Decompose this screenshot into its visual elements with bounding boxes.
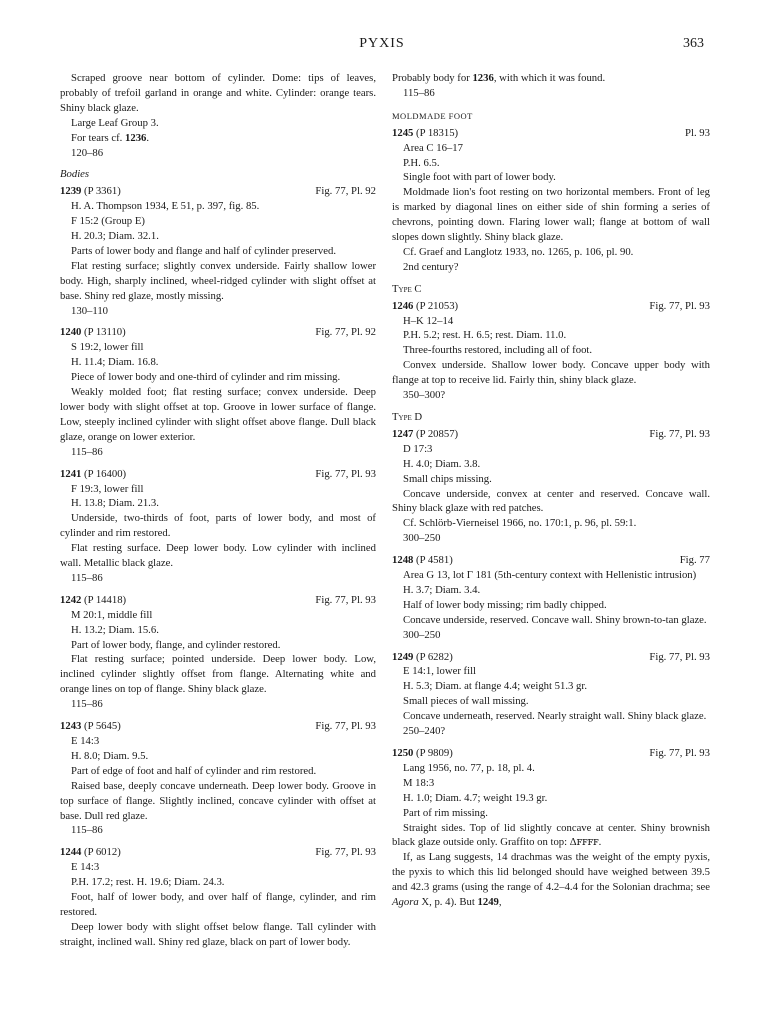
entry-header: 1240 (P 13110) Fig. 77, Pl. 92: [60, 326, 376, 339]
entry-paragraph: Concave underside, reserved. Concave wall. Shiny brown-to-tan glaze.: [403, 613, 707, 626]
figure-ref: Fig. 77, Pl. 93: [649, 427, 710, 440]
entry-date: 115–86: [71, 698, 103, 711]
running-head: [60, 36, 704, 56]
catalog-entry-1247: [392, 427, 710, 546]
entry-header: 1244 (P 6012) Fig. 77, Pl. 93: [60, 846, 376, 859]
entry-detail: P.H. 6.5.: [403, 156, 440, 169]
intro-paragraph: Scraped groove near bottom of cylinder. Dome: tips of leaves, probably of trefoil garland in orange and white. Cylinder: orange tears. Shiny black glaze.: [60, 72, 376, 114]
entry-detail: Small chips missing.: [403, 472, 492, 485]
entry-detail: Area G 13, lot Γ 181 (5th-century context with Hellenistic intrusion): [403, 569, 697, 582]
entry-date: 300–250: [403, 532, 441, 545]
figure-ref: Fig. 77, Pl. 93: [315, 593, 376, 606]
entry-paragraph: Part of lower body, flange, and cylinder restored.: [71, 638, 281, 651]
figure-ref: Fig. 77, Pl. 93: [649, 746, 710, 759]
entry-detail: Area C 16–17: [403, 141, 463, 154]
entry-paragraph: Weakly molded foot; flat resting surface; convex underside. Deep lower body with slight offset at top. Groove in lower surface of flange. Low, steeply inclined cylinder with slight offset above flange. Dull black glaze, orange on lower exterior.: [60, 386, 376, 443]
entry-date: 130–110: [71, 304, 109, 317]
catalog-entry-1244: [60, 845, 376, 949]
entry-header: 1242 (P 14418) Fig. 77, Pl. 93: [60, 593, 376, 606]
entry-detail: F 19:3, lower fill: [71, 482, 144, 495]
closing-paragraph: If, as Lang suggests, 14 drachmas was the weight of the empty pyxis, the pyxis to which this lid belonged should have weighed between 39.5 and 42.3 grams (using the range of 4.2–4.4 for the Solonian drachma; see Agora X, p. 4). But 1249,: [392, 851, 710, 909]
section-type-c: Type C: [392, 282, 422, 295]
entry-paragraph: Straight sides. Top of lid slightly concave at center. Shiny brownish black glaze outside only. Graffito on top: Δꜰꜰꜰꜰ.: [392, 821, 710, 849]
entry-detail: H. 8.0; Diam. 9.5.: [71, 749, 149, 762]
figure-ref: Fig. 77, Pl. 92: [315, 326, 376, 339]
entry-detail: H. 13.8; Diam. 21.3.: [71, 497, 159, 510]
entry-date: 115–86: [71, 445, 103, 458]
entry-paragraph: Part of edge of foot and half of cylinder and rim restored.: [71, 764, 317, 777]
entry-header: 1249 (P 6282) Fig. 77, Pl. 93: [392, 650, 710, 663]
figure-ref: Fig. 77, Pl. 93: [649, 650, 710, 663]
intro-ref: For tears cf. 1236.: [71, 131, 150, 144]
entry-detail: H. 13.2; Diam. 15.6.: [71, 623, 159, 636]
intro-group: Large Leaf Group 3.: [71, 116, 159, 129]
entry-detail: H. 11.4; Diam. 16.8.: [71, 356, 159, 369]
entry-paragraph: Foot, half of lower body, and over half of flange, cylinder, and rim restored.: [60, 891, 376, 918]
catalog-entry-1242: [60, 593, 376, 712]
catalog-entry-1245: [392, 126, 710, 275]
entry-paragraph: Flat resting surface; slightly convex underside. Fairly shallow lower body. High, sharply inclined, wheel-ridged cylinder with slight offset at base. Shiny red glaze, mostly missing.: [60, 259, 376, 302]
entry-detail: S 19:2, lower fill: [71, 341, 144, 354]
catalog-entry-1239: [60, 184, 376, 318]
entry-date: 350–300?: [403, 389, 446, 402]
entry-header: 1246 (P 21053) Fig. 77, Pl. 93: [392, 299, 710, 312]
figure-ref: Fig. 77, Pl. 93: [649, 299, 710, 312]
entry-paragraph: Underside, two-thirds of foot, parts of lower body, and most of cylinder and rim restored.: [60, 512, 376, 540]
figure-ref: Fig. 77: [679, 554, 710, 567]
entry-detail: H. 20.3; Diam. 32.1.: [71, 230, 159, 243]
entry-header: 1245 (P 18315) Pl. 93: [392, 126, 710, 139]
entry-paragraph: Deep lower body with slight offset below flange. Tall cylinder with straight, inclined wall. Shiny red glaze, black on part of lower body.: [60, 920, 376, 948]
entry-paragraph: Flat resting surface. Deep lower body. Low cylinder with inclined wall. Metallic black glaze.: [60, 542, 376, 570]
entry-detail: M 18:3: [403, 776, 435, 789]
figure-ref: Fig. 77, Pl. 93: [315, 720, 376, 733]
entry-detail: P.H. 5.2; rest. H. 6.5; rest. Diam. 11.0.: [403, 329, 567, 342]
entry-paragraph: Flat resting surface; pointed underside. Deep lower body. Low, inclined cylinder slightly offset from flange. Alternating white and orange lines on top of flange. Shiny black glaze.: [60, 653, 376, 696]
entry-detail: H–K 12–14: [403, 314, 454, 327]
entry-detail: E 14:3: [71, 734, 100, 747]
entry-header: 1247 (P 20857) Fig. 77, Pl. 93: [392, 427, 710, 440]
entry-detail: H. 4.0; Diam. 3.8.: [403, 457, 481, 470]
entry-date: 115–86: [71, 824, 103, 837]
entry-detail: Half of lower body missing; rim badly chipped.: [403, 598, 607, 611]
entry-paragraph: Raised base, deeply concave underneath. Deep lower body. Groove in top surface of flange. Slightly inclined, concave cylinder with offset at base. Dull red glaze.: [60, 779, 376, 822]
section-type-d: Type D: [392, 411, 423, 423]
entry-detail: H. 3.7; Diam. 3.4.: [403, 583, 481, 596]
catalog-entry-1248: [392, 553, 710, 642]
entry-date: 115–86: [403, 86, 435, 99]
entry-detail: H. 5.3; Diam. at flange 4.4; weight 51.3 gr.: [403, 680, 588, 693]
entry-header: 1250 (P 9809) Fig. 77, Pl. 93: [392, 746, 710, 759]
entry-detail: Three-fourths restored, including all of foot.: [403, 344, 593, 357]
catalog-entry-1240: [60, 325, 376, 459]
entry-paragraph: Convex underside. Shallow lower body. Concave upper body with flange at top to receive lid. Fairly thin, shiny black glaze.: [392, 359, 710, 387]
entry-detail: D 17:3: [403, 442, 433, 455]
catalog-entry-1243: [60, 719, 376, 838]
entry-header: 1241 (P 16400) Fig. 77, Pl. 93: [60, 467, 376, 480]
catalog-entry-1246: [392, 299, 710, 403]
page-number: 363: [683, 36, 704, 51]
left-column: [60, 71, 376, 950]
figure-ref: Fig. 77, Pl. 93: [315, 846, 376, 859]
right-column: [392, 71, 710, 910]
catalog-entry-1241: [60, 467, 376, 586]
section-moldmade-foot: MOLDMADE FOOT: [392, 110, 473, 121]
entry-date: 300–250: [403, 628, 441, 641]
entry-paragraph: Moldmade lion's foot resting on two horizontal members. Front of leg is marked by diagonal lines on either side of shin forming a series of chevrons, pointing down. Flaring lower wall; flange at bottom of wall slopes down slightly. Shiny black glaze.: [392, 186, 710, 244]
intro-date: 120–86: [71, 146, 104, 159]
entry-detail: H. A. Thompson 1934, E 51, p. 397, fig. 85.: [71, 200, 260, 213]
entry-date: 2nd century?: [403, 260, 459, 273]
entry-date: 115–86: [71, 571, 103, 584]
entry-paragraph: Parts of lower body and flange and half of cylinder preserved.: [71, 244, 337, 257]
entry-detail: H. 1.0; Diam. 4.7; weight 19.3 gr.: [403, 791, 548, 804]
entry-detail: Small pieces of wall missing.: [403, 695, 529, 708]
entry-detail: E 14:3: [71, 861, 100, 874]
entry-reference: Cf. Schlörb-Vierneisel 1966, no. 170:1, p. 96, pl. 59:1.: [403, 517, 637, 530]
entry-detail: F 15:2 (Group E): [71, 215, 145, 228]
entry-detail: Single foot with part of lower body.: [403, 171, 556, 184]
entry-detail: E 14:1, lower fill: [403, 665, 477, 678]
section-bodies: Bodies: [60, 168, 90, 181]
entry-paragraph: Concave underside, convex at center and reserved. Concave wall. Shiny black glaze with red patches.: [392, 487, 710, 515]
entry-reference: Cf. Graef and Langlotz 1933, no. 1265, p. 106, pl. 90.: [403, 245, 634, 258]
entry-paragraph: Piece of lower body and one-third of cylinder and rim missing.: [71, 371, 341, 384]
entry-detail: Part of rim missing.: [403, 806, 488, 819]
running-title: PYXIS: [359, 36, 405, 51]
entry-date: 250–240?: [403, 725, 446, 738]
entry-header: 1248 (P 4581) Fig. 77: [392, 554, 710, 567]
entry-header: 1243 (P 5645) Fig. 77, Pl. 93: [60, 720, 376, 733]
figure-ref: Fig. 77, Pl. 92: [315, 185, 376, 198]
catalog-entry-1249: [392, 650, 710, 739]
catalog-entry-1250: [392, 746, 710, 850]
figure-ref: Fig. 77, Pl. 93: [315, 467, 376, 480]
entry-detail: Lang 1956, no. 77, p. 18, pl. 4.: [403, 761, 535, 774]
entry-paragraph: Concave underneath, reserved. Nearly straight wall. Shiny black glaze.: [403, 710, 707, 723]
figure-ref: Pl. 93: [685, 126, 710, 139]
entry-header: 1239 (P 3361) Fig. 77, Pl. 92: [60, 185, 376, 198]
entry-detail: P.H. 17.2; rest. H. 19.6; Diam. 24.3.: [71, 876, 225, 889]
entry-detail: M 20:1, middle fill: [71, 608, 153, 621]
continued-paragraph: Probably body for 1236, with which it was found.: [392, 72, 606, 84]
